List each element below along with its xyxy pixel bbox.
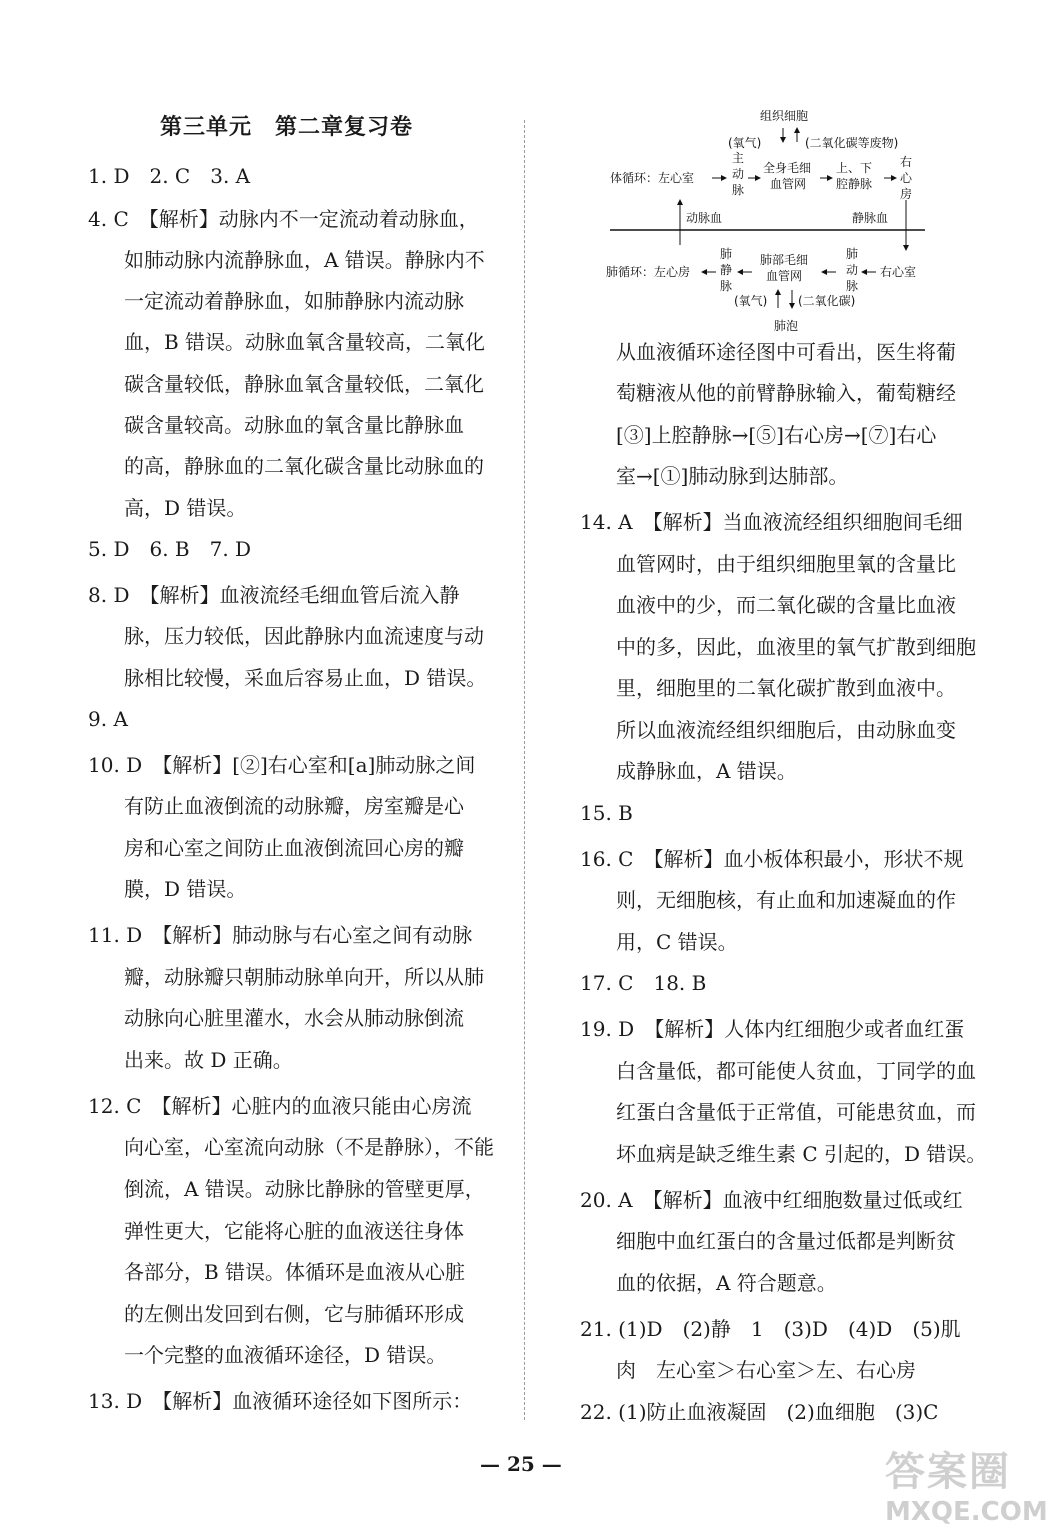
diagram-pulm-artery-3: 脉 <box>846 279 859 293</box>
left-line: 8. D 【解析】血液流经毛细血管后流入静 <box>88 583 460 607</box>
diagram-arterial-blood: 动脉血 <box>686 211 723 225</box>
left-line: 脉，压力较低，因此静脉内血流速度与动 <box>124 624 484 648</box>
left-line: 弹性更大，它能将心脏的血液送往身体 <box>124 1219 464 1243</box>
left-line: 10. D 【解析】[②]右心室和[a]肺动脉之间 <box>88 753 476 777</box>
right-line: 16. C 【解析】血小板体积最小，形状不规 <box>580 847 964 871</box>
left-line: 倒流，A 错误。动脉比静脉的管壁更厚， <box>124 1177 485 1201</box>
right-line: 血的依据，A 符合题意。 <box>616 1271 837 1295</box>
right-line: 14. A 【解析】当血液流经组织细胞间毛细 <box>580 510 963 534</box>
right-line: 21. (1)D (2)静 1 (3)D (4)D (5)肌 <box>580 1317 961 1341</box>
right-line: 里，细胞里的二氧化碳扩散到血液中。 <box>616 676 956 700</box>
left-line: 各部分，B 错误。体循环是血液从心脏 <box>124 1260 466 1284</box>
right-line: 20. A 【解析】血液中红细胞数量过低或红 <box>580 1188 963 1212</box>
left-line: 11. D 【解析】肺动脉与右心室之间有动脉 <box>88 923 473 947</box>
left-line: 碳含量较高。动脉血的氧含量比静脉血 <box>124 413 464 437</box>
diagram-pulm-vein-3: 脉 <box>720 279 733 293</box>
right-line: 成静脉血，A 错误。 <box>616 759 797 783</box>
column-divider <box>524 120 525 1420</box>
watermark-bottom: MXQE.COM <box>885 1497 1048 1527</box>
diagram-systemic-label: 体循环：左心室 <box>610 171 695 185</box>
right-line: 肉 左心室＞右心室＞左、右心房 <box>616 1358 916 1382</box>
left-line: 一定流动着静脉血，如肺静脉内流动脉 <box>124 289 464 313</box>
page-number: — 25 — <box>480 1452 562 1476</box>
right-line: 19. D 【解析】人体内红细胞少或者血红蛋 <box>580 1017 965 1041</box>
left-line: 脉相比较慢，采血后容易止血，D 错误。 <box>124 666 487 690</box>
right-line: 22. (1)防止血液凝固 (2)血细胞 (3)C <box>580 1400 939 1424</box>
diagram-pulm-artery-2: 动 <box>846 263 859 277</box>
right-line: 所以血液流经组织细胞后，由动脉血变 <box>616 718 956 742</box>
left-line: 的高，静脉血的二氧化碳含量比动脉血的 <box>124 454 484 478</box>
left-line: 12. C 【解析】心脏内的血液只能由心房流 <box>88 1094 472 1118</box>
right-line: 则，无细胞核，有止血和加速凝血的作 <box>616 888 956 912</box>
right-line: 15. B <box>580 801 633 825</box>
diagram-right-atrium-1: 右 <box>900 155 913 169</box>
watermark-top: 答案圈 <box>885 1449 1011 1495</box>
diagram-co2-bottom: (二氧化碳) <box>798 294 856 308</box>
right-line: 坏血病是缺乏维生素 C 引起的，D 错误。 <box>616 1142 987 1166</box>
right-line: 从血液循环途径图中可看出，医生将葡 <box>616 340 956 364</box>
diagram-body-cap-2: 血管网 <box>770 177 807 191</box>
left-line: 膜，D 错误。 <box>124 877 247 901</box>
right-line: 红蛋白含量低于正常值，可能患贫血，而 <box>616 1100 976 1124</box>
diagram-aorta-2: 动 <box>732 167 745 181</box>
diagram-co2-top: (二氧化碳等废物) <box>805 136 899 150</box>
left-line: 13. D 【解析】血液循环途径如下图所示： <box>88 1389 473 1413</box>
diagram-right-atrium-3: 房 <box>900 187 913 201</box>
right-line: 血管网时，由于组织细胞里氧的含量比 <box>616 552 956 576</box>
diagram-pulm-artery-1: 肺 <box>846 247 859 261</box>
diagram-o2-top: (氧气) <box>728 136 762 150</box>
left-line: 1. D 2. C 3. A <box>88 164 251 188</box>
left-line: 向心室，心室流向动脉（不是静脉），不能 <box>124 1135 494 1159</box>
left-line: 4. C 【解析】动脉内不一定流动着动脉血， <box>88 207 479 231</box>
left-line: 9. A <box>88 707 128 731</box>
left-line: 血，B 错误。动脉血氧含量较高，二氧化 <box>124 330 486 354</box>
right-line: 用，C 错误。 <box>616 930 738 954</box>
right-line: 中的多，因此，血液里的氧气扩散到细胞 <box>616 635 976 659</box>
right-line: 17. C 18. B <box>580 971 707 995</box>
left-line: 房和心室之间防止血液倒流回心房的瓣 <box>124 836 464 860</box>
diagram-venae-1: 上、下 <box>836 161 873 175</box>
right-line: [③]上腔静脉→[⑤]右心房→[⑦]右心 <box>616 423 937 447</box>
right-line: 萄糖液从他的前臂静脉输入，葡萄糖经 <box>616 381 956 405</box>
diagram-lung-cap-2: 血管网 <box>766 269 803 283</box>
right-line: 白含量低，都可能使人贫血，丁同学的血 <box>616 1059 976 1083</box>
diagram-venae-2: 腔静脉 <box>836 177 873 191</box>
diagram-lung-cap-1: 肺部毛细 <box>760 253 809 267</box>
left-line: 5. D 6. B 7. D <box>88 537 252 561</box>
left-line: 动脉向心脏里灌水，水会从肺动脉倒流 <box>124 1006 464 1030</box>
right-line: 血液中的少，而二氧化碳的含量比血液 <box>616 593 956 617</box>
left-line: 出来。故 D 正确。 <box>124 1048 293 1072</box>
diagram-alveoli: 肺泡 <box>774 319 799 333</box>
diagram-body-cap-1: 全身毛细 <box>763 161 812 175</box>
watermark-logo <box>885 1440 1055 1530</box>
page-title: 第三单元 第二章复习卷 <box>160 114 414 140</box>
left-line: 有防止血液倒流的动脉瓣，房室瓣是心 <box>124 794 464 818</box>
left-line: 高，D 错误。 <box>124 496 247 520</box>
diagram-right-ventricle: 右心室 <box>880 265 917 279</box>
diagram-aorta-1: 主 <box>732 151 745 165</box>
left-line: 一个完整的血液循环途径，D 错误。 <box>124 1343 447 1367</box>
right-line: 室→[①]肺动脉到达肺部。 <box>616 464 849 488</box>
diagram-top-cell: 组织细胞 <box>760 109 809 123</box>
diagram-o2-bottom: (氧气) <box>734 294 768 308</box>
diagram-pulm-vein-1: 肺 <box>720 247 733 261</box>
left-line: 如肺动脉内流静脉血，A 错误。静脉内不 <box>124 248 485 272</box>
blood-circulation-diagram <box>600 100 960 350</box>
diagram-venous-blood: 静脉血 <box>852 211 889 225</box>
right-line: 细胞中血红蛋白的含量过低都是判断贫 <box>616 1229 956 1253</box>
diagram-pulmonary-label: 肺循环：左心房 <box>606 265 691 279</box>
left-line: 瓣，动脉瓣只朝肺动脉单向开，所以从肺 <box>124 965 484 989</box>
diagram-aorta-3: 脉 <box>732 183 745 197</box>
diagram-pulm-vein-2: 静 <box>720 263 733 277</box>
left-line: 的左侧出发回到右侧，它与肺循环形成 <box>124 1302 464 1326</box>
diagram-right-atrium-2: 心 <box>900 171 913 185</box>
left-line: 碳含量较低，静脉血氧含量较低，二氧化 <box>124 372 484 396</box>
